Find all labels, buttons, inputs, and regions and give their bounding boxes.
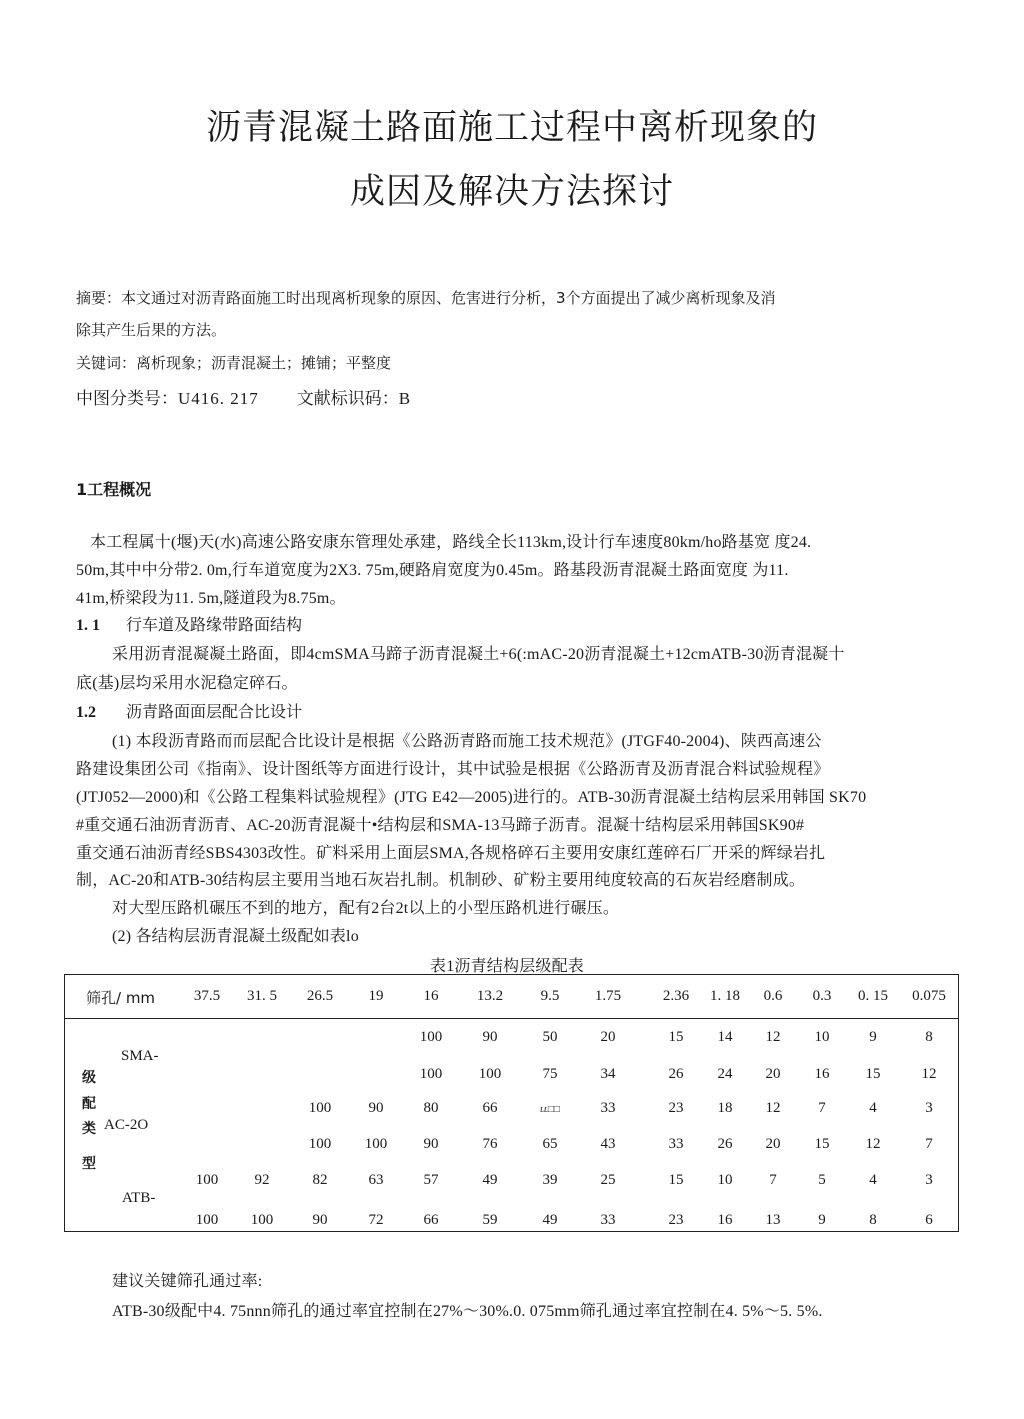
table-cell: 7: [925, 1136, 933, 1152]
table-cell: 59: [482, 1212, 498, 1228]
table-cell: 72: [368, 1212, 384, 1228]
section-1-1-heading: [76, 612, 302, 635]
table-cell: 15: [865, 1066, 881, 1082]
table-cell: 25: [600, 1172, 616, 1188]
table-cell: 18: [717, 1100, 733, 1116]
table-header-cell: 0.6: [763, 988, 783, 1004]
table-cell: 5: [818, 1172, 826, 1188]
table-cell: 3: [925, 1172, 933, 1188]
table-cell: 49: [542, 1212, 558, 1228]
table-cell: 8: [869, 1212, 877, 1228]
table-cell: 75: [542, 1066, 558, 1082]
table-cell: 12: [865, 1136, 881, 1152]
table-cell: 16: [717, 1212, 733, 1228]
table-header-cell: 9.5: [540, 988, 560, 1004]
table-side-label: 级: [82, 1070, 96, 1086]
table-cell: 76: [482, 1136, 498, 1152]
table-cell: 10: [814, 1029, 830, 1045]
table-cell: 90: [423, 1136, 439, 1152]
section-1-line-3: 41m,桥梁段为11. 5m,隧道段为8.75m。: [76, 590, 346, 607]
table-cell: 33: [668, 1136, 684, 1152]
table-cell: 66: [423, 1212, 439, 1228]
table-cell: 26: [668, 1066, 684, 1082]
table-cell: 39: [542, 1172, 558, 1188]
table-cell: 23: [668, 1100, 684, 1116]
table-group-label: ATB-: [122, 1190, 156, 1206]
table-cell: 100: [250, 1212, 274, 1228]
table-header-cell: 0.075: [912, 988, 946, 1004]
section-1-2-line-6: 制，AC-20和ATB-30结构层主要用当地石灰岩扎制。机制砂、矿粉主要用纯度较高的石灰岩经磨制成。: [76, 872, 806, 889]
table-cell: 90: [312, 1212, 328, 1228]
table-cell: 20: [765, 1136, 781, 1152]
table-cell: 34: [600, 1066, 616, 1082]
title-line-2: 成因及解决方法探讨: [349, 172, 674, 212]
table-cell: 12: [765, 1100, 781, 1116]
recommendation-heading: 建议关键筛孔通过率:: [112, 1273, 263, 1290]
table-cell: 10: [717, 1172, 733, 1188]
section-1-2-line-2: 路建设集团公司《指南》、设计图纸等方面进行设计，其中试验是根据《公路沥青及沥青混合料试验规程》: [76, 761, 830, 778]
table-cell: 80: [423, 1100, 439, 1116]
table-cell: 13: [765, 1212, 781, 1228]
table-cell: 23: [668, 1212, 684, 1228]
section-1-heading: 1工程概况: [76, 480, 152, 499]
table-cell: ʟʟ□□: [540, 1104, 560, 1115]
table-cell: 100: [478, 1066, 502, 1082]
table-cell: 15: [668, 1029, 684, 1045]
abstract-line-1: 摘要：本文通过对沥青路面施工时出现离析现象的原因、危害进行分析，3个方面提出了减少离析现象及消: [76, 289, 776, 307]
table-group-label: SMA-: [121, 1048, 159, 1064]
table-cell: 9: [869, 1029, 877, 1045]
table-cell: 100: [419, 1029, 443, 1045]
table-cell: 33: [600, 1100, 616, 1116]
table-header-cell: 37.5: [193, 988, 221, 1004]
table-cell: 14: [717, 1029, 733, 1045]
section-1-line-2: 50m,其中中分带2. 0m,行车道宽度为2X3. 75m,硬路肩宽度为0.45m。路基段沥青混凝土路面宽度 为11.: [76, 562, 789, 579]
table-cell: 92: [254, 1172, 270, 1188]
table-cell: 3: [925, 1100, 933, 1116]
table-cell: 20: [600, 1029, 616, 1045]
table-cell: 7: [769, 1172, 777, 1188]
table-header-cell: 2.36: [662, 988, 690, 1004]
table-caption: 表1沥青结构层级配表: [430, 958, 585, 975]
table-header-cell: 1. 18: [710, 988, 740, 1004]
section-1-2-line-3: (JTJ052—2000)和《公路工程集料试验规程》(JTG E42—2005)进行的。ATB-30沥青混凝土结构层采用韩国 SK70: [76, 789, 867, 806]
section-1-line-1: 本工程属十(堰)天(水)高速公路安康东管理处承建，路线全长113km,设计行车速度80km/ho路基宽 度24.: [90, 534, 812, 551]
section-1-2-line-1: (1) 本段沥青路而而层配合比设计是根据《公路沥青路而施工技术规范》(JTGF40-2004)、陕西高速公: [112, 733, 822, 750]
table-cell: 43: [600, 1136, 616, 1152]
section-1-2-heading: [76, 699, 302, 722]
table-cell: 4: [869, 1100, 877, 1116]
table-side-label: 类: [82, 1121, 96, 1137]
section-1-2-title: 沥青路面面层配合比设计: [126, 702, 303, 721]
abstract-line-2: 除其产生后果的方法。: [76, 321, 227, 339]
section-1-1-line-2: 底(基)层均采用水泥稳定碎石。: [76, 675, 298, 692]
table-cell: 9: [818, 1212, 826, 1228]
table-cell: 90: [482, 1029, 498, 1045]
table-cell: 8: [925, 1029, 933, 1045]
table-header-cell: 1.75: [594, 988, 622, 1004]
table-cell: 7: [818, 1100, 826, 1116]
clc-value: U416. 217: [178, 389, 259, 408]
table-cell: 20: [765, 1066, 781, 1082]
table-cell: 24: [717, 1066, 733, 1082]
table-header-label: 筛孔/ mm: [86, 989, 156, 1007]
table-header-cell: 26.5: [306, 988, 334, 1004]
table-header-cell: 16: [423, 988, 439, 1004]
table-cell: 12: [765, 1029, 781, 1045]
table-cell: 82: [312, 1172, 328, 1188]
table-cell: 57: [423, 1172, 439, 1188]
table-cell: 49: [482, 1172, 498, 1188]
table-header-cell: 0.3: [812, 988, 832, 1004]
table-cell: 100: [308, 1100, 332, 1116]
title-line-1: 沥青混凝土路面施工过程中离析现象的: [205, 108, 818, 148]
table-cell: 90: [368, 1100, 384, 1116]
section-1-2-line-7: 对大型压路机碾压不到的地方，配有2台2t以上的小型压路机进行碾压。: [112, 900, 620, 917]
section-1-2-number: 1.2: [76, 704, 96, 721]
table-cell: 12: [921, 1066, 937, 1082]
section-1-2-line-8: (2) 各结构层沥青混凝土级配如表lo: [112, 928, 359, 945]
table-cell: 4: [869, 1172, 877, 1188]
table-side-label: 配: [82, 1096, 96, 1112]
classification-line: [76, 384, 410, 409]
table-cell: 100: [308, 1136, 332, 1152]
section-1-1-line-1: 采用沥青混凝凝土路面，即4cmSMA马蹄子沥青混凝土+6(:mAC-20沥青混凝土+12cmATB-30沥青混凝十: [112, 646, 845, 663]
table-header-divider: [64, 1018, 959, 1019]
table-cell: 26: [717, 1136, 733, 1152]
table-cell: 15: [668, 1172, 684, 1188]
table-cell: 16: [814, 1066, 830, 1082]
table-header-cell: 19: [368, 988, 384, 1004]
table-header-cell: 13.2: [476, 988, 504, 1004]
keywords: 关键词：离析现象；沥青混凝土；摊铺；平整度: [76, 354, 392, 372]
table-cell: 6: [925, 1212, 933, 1228]
section-1-1-number: 1. 1: [76, 617, 100, 634]
recommendation-line: ATB-30级配中4. 75nnn筛孔的通过率宜控制在27%～30%.0. 075mm筛孔通过率宜控制在4. 5%～5. 5%.: [112, 1303, 823, 1320]
table-header-cell: 0. 15: [858, 988, 888, 1004]
table-group-label: AC-2O: [104, 1117, 149, 1133]
table-cell: 33: [600, 1212, 616, 1228]
table-cell: 100: [419, 1066, 443, 1082]
table-side-label: 型: [82, 1156, 96, 1172]
table-cell: 66: [482, 1100, 498, 1116]
doc-label: 文献标识码：: [296, 389, 399, 409]
table-cell: 50: [542, 1029, 558, 1045]
table-cell: 100: [195, 1212, 219, 1228]
table-cell: 100: [364, 1136, 388, 1152]
table-cell: 63: [368, 1172, 384, 1188]
section-1-1-title: 行车道及路缘带路面结构: [126, 615, 303, 634]
table-cell: 65: [542, 1136, 558, 1152]
doc-value: B: [398, 389, 411, 408]
table-header-cell: 31. 5: [247, 988, 277, 1004]
section-1-2-line-4: #重交通石油沥青沥青、AC-20沥青混凝十•结构层和SMA-13马蹄子沥青。混凝十结构层采用韩国SK90#: [76, 817, 805, 834]
table-cell: 15: [814, 1136, 830, 1152]
clc-label: 中图分类号：: [76, 389, 178, 409]
section-1-2-line-5: 重交通石油沥青经SBS4303改性。矿料采用上面层SMA,各规格碎石主要用安康红莲碎石厂开采的辉绿岩扎: [76, 845, 826, 862]
table-cell: 100: [195, 1172, 219, 1188]
